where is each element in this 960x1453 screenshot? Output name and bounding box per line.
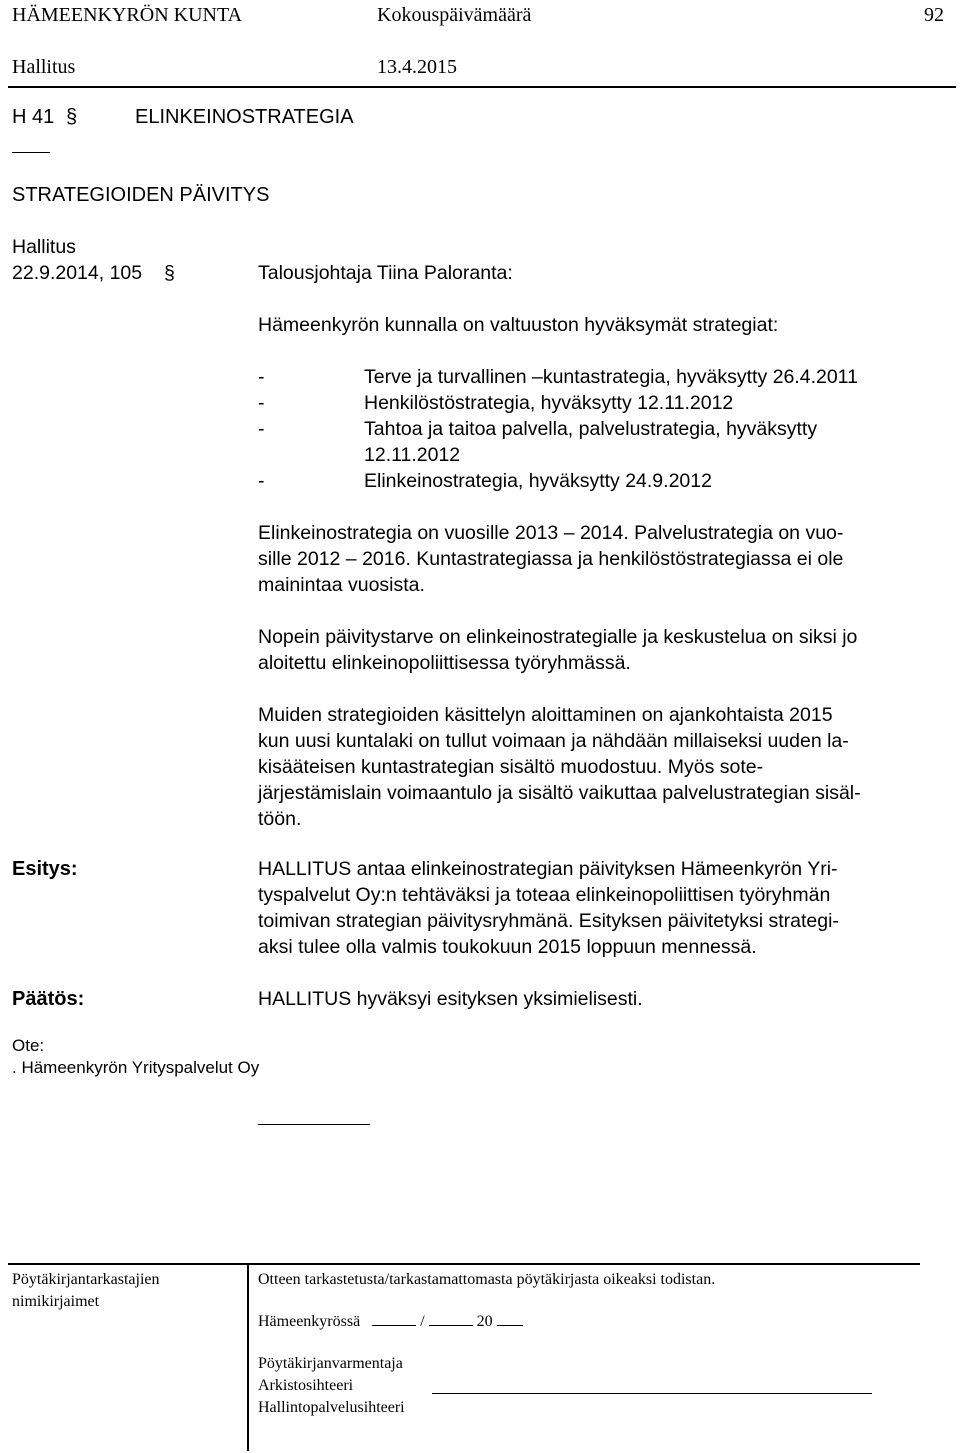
place-date-line <box>258 1311 523 1333</box>
paragraph-other-strategies: Muiden strategioiden käsittelyn aloittaminen on ajankohtaista 2015 kun uusi kuntalaki on tullut voimaan ja nähdään millaiseksi uuden la- kisääteisen kuntastrategian sisältö muodostuu. Myös sote- järjestämislain voimaantulo ja sisältö vaikuttaa palvelustrategian sisäl- töön. <box>258 704 861 830</box>
section-number: H 41 <box>12 106 55 128</box>
document-type: Kokouspäivämäärä <box>377 4 532 26</box>
section-symbol: § <box>66 106 78 128</box>
page-number: 92 <box>924 4 944 26</box>
intro-text: Hämeenkyrön kunnalla on valtuuston hyväksymät strategiat: <box>258 314 779 336</box>
paragraph-strategy-periods: Elinkeinostrategia on vuosille 2013 – 2014. Palvelustrategia on vuo- sille 2012 – 2016. Kuntastrategiassa ja henkilöstöstrategiassa ei ole mainintaa vuosista. <box>258 522 844 596</box>
role-archivist: Arkistosihteeri <box>258 1377 354 1394</box>
decision-label: Päätös: <box>12 988 85 1010</box>
meeting-body: Hallitus <box>12 56 76 78</box>
history-ref: 22.9.2014, 105 <box>12 262 143 284</box>
place-name: Hämeenkyrössä <box>258 1313 361 1330</box>
signature-blank-line[interactable] <box>432 1393 872 1394</box>
year-blank[interactable] <box>497 1311 523 1326</box>
certification-divider <box>247 1265 249 1451</box>
role-admin-secretary: Hallintopalvelusihteeri <box>258 1399 405 1416</box>
month-blank[interactable] <box>429 1311 473 1326</box>
header-divider <box>8 86 956 88</box>
decision-text: HALLITUS hyväksyi esityksen yksimielisesti. <box>258 988 643 1010</box>
municipality-name: HÄMEENKYRÖN KUNTA <box>12 4 243 26</box>
inspectors-label-line1: Pöytäkirjantarkastajien <box>12 1271 160 1288</box>
extract-recipient: . Hämeenkyrön Yrityspalvelut Oy <box>12 1058 260 1077</box>
proposal-label: Esitys: <box>12 858 78 880</box>
extract-label: Ote: <box>12 1036 45 1055</box>
day-blank[interactable] <box>372 1311 416 1326</box>
signature-line <box>258 1124 370 1125</box>
section-underline <box>12 152 50 153</box>
meeting-date: 13.4.2015 <box>377 56 457 78</box>
date-separator: / <box>420 1313 425 1330</box>
section-title: ELINKEINOSTRATEGIA <box>135 106 354 128</box>
history-body: Hallitus <box>12 236 76 258</box>
history-symbol: § <box>164 262 175 284</box>
paragraph-update-need: Nopein päivitystarve on elinkeinostrategialle ja keskustelua on siksi jo aloitettu elinkeinopoliittisessa työryhmässä. <box>258 626 858 674</box>
proposal-text: HALLITUS antaa elinkeinostrategian päivityksen Hämeenkyrön Yri- tyspalvelut Oy:n tehtäväksi ja toteaa elinkeinopoliittisen työryhmän toimivan strategian päivitysryhmänä. Esityksen päivitetyksi strategi- aksi tulee olla valmis toukokuun 2015 loppuun mennessä. <box>258 858 839 958</box>
certification-box <box>8 1263 920 1451</box>
history-speaker: Talousjohtaja Tiina Paloranta: <box>258 262 513 284</box>
role-verifier: Pöytäkirjanvarmentaja <box>258 1355 403 1372</box>
certification-statement: Otteen tarkastetusta/tarkastamattomasta pöytäkirjasta oikeaksi todistan. <box>258 1271 716 1288</box>
inspectors-label-line2: nimikirjaimet <box>12 1293 100 1310</box>
subtitle: STRATEGIOIDEN PÄIVITYS <box>12 184 270 206</box>
year-prefix: 20 <box>476 1313 493 1330</box>
